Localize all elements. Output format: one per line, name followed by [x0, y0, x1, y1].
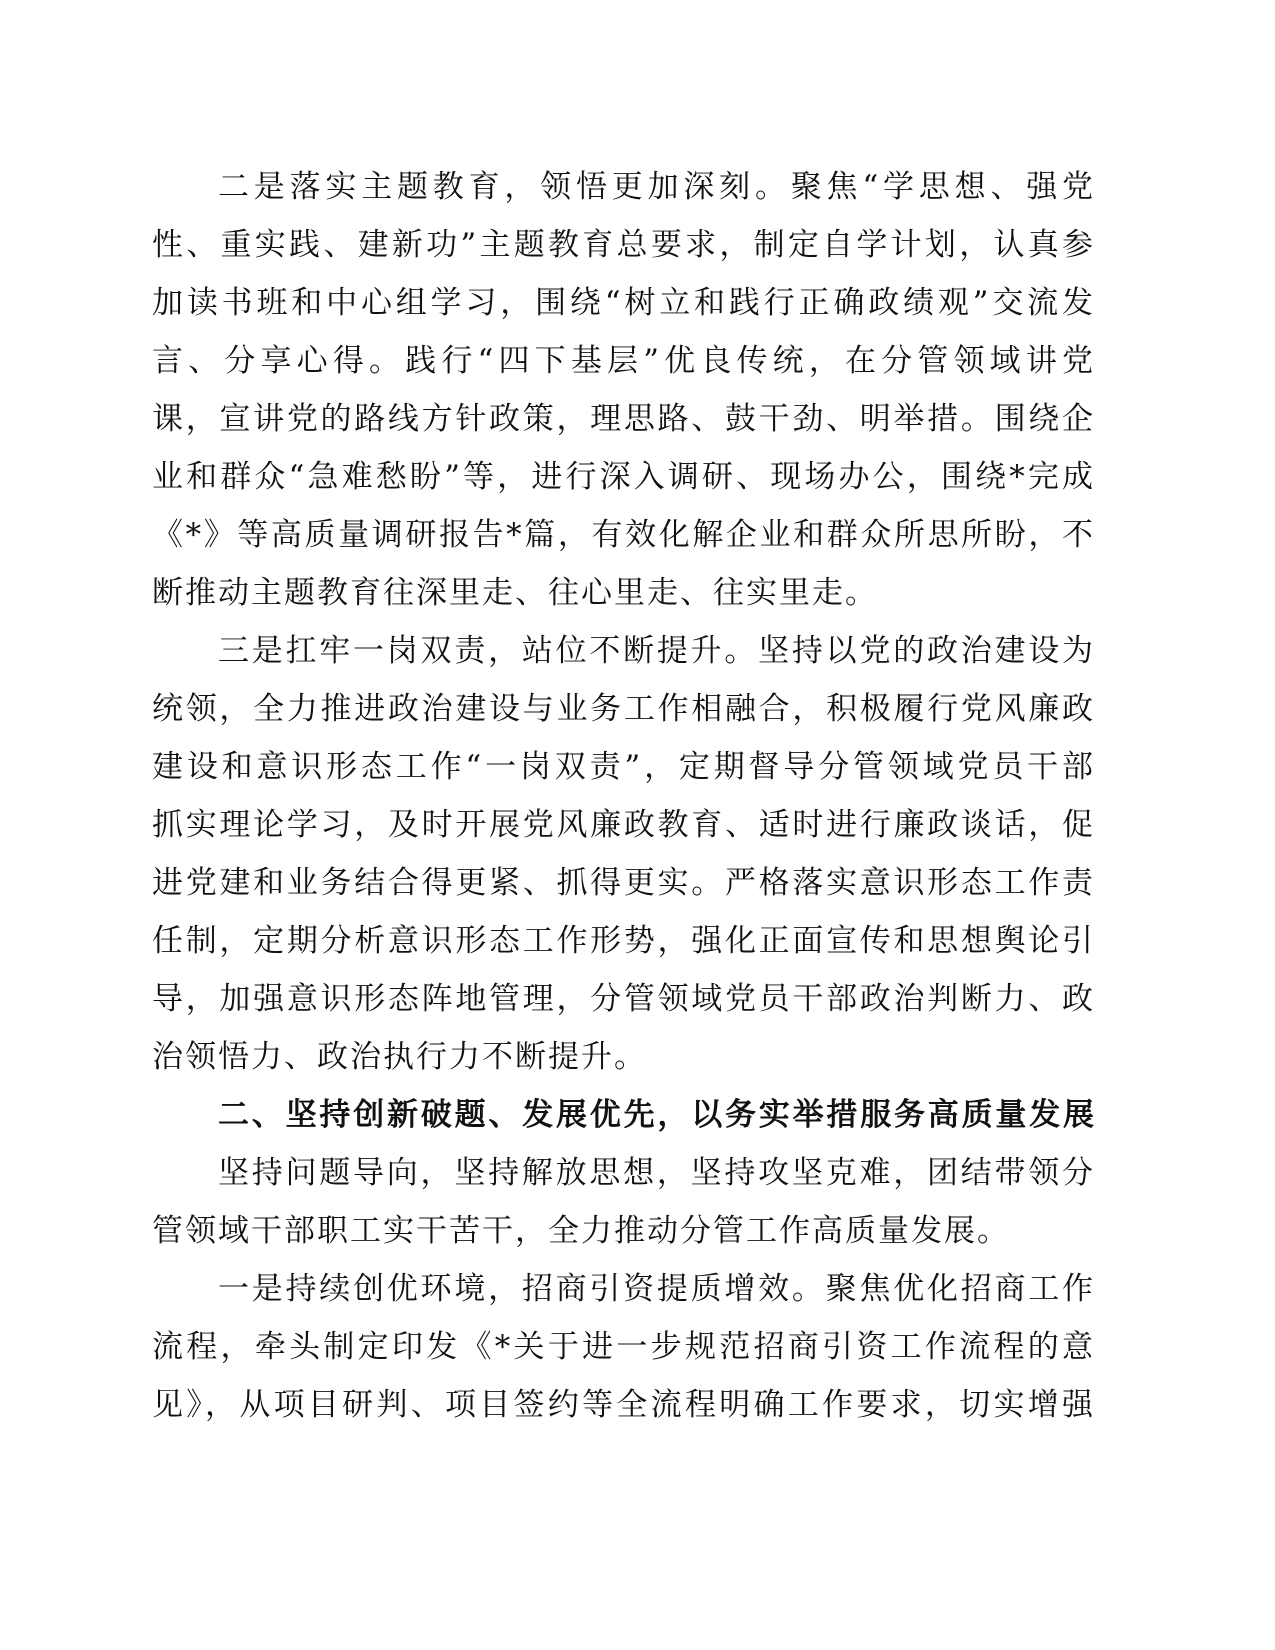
text-line: 见》，从项目研判、项目签约等全流程明确工作要求，切实增强	[152, 1387, 1095, 1423]
text-line: 治领悟力、政治执行力不断提升。	[152, 1039, 647, 1075]
text-line: 统领，全力推进政治建设与业务工作相融合，积极履行党风廉政	[152, 691, 1095, 727]
text-line: 任制，定期分析意识形态工作形势，强化正面宣传和思想舆论引	[152, 923, 1095, 959]
document-body	[152, 158, 1095, 1434]
paragraph	[152, 158, 1095, 622]
text-line: 二是落实主题教育，领悟更加深刻。聚焦“学思想、强党	[218, 169, 1095, 205]
text-line: 课，宣讲党的路线方针政策，理思路、鼓干劲、明举措。围绕企	[152, 401, 1095, 437]
text-line: 加读书班和中心组学习，围绕“树立和践行正确政绩观”交流发	[152, 285, 1095, 321]
text-line: 性、重实践、建新功”主题教育总要求，制定自学计划，认真参	[152, 227, 1095, 263]
text-line: 《*》等高质量调研报告*篇，有效化解企业和群众所思所盼，不	[152, 517, 1095, 553]
section-heading	[152, 1086, 1095, 1144]
heading-line: 二、坚持创新破题、发展优先，以务实举措服务高质量发展	[218, 1097, 1095, 1133]
text-line: 言、分享心得。践行“四下基层”优良传统，在分管领域讲党	[152, 343, 1095, 379]
text-line: 一是持续创优环境，招商引资提质增效。聚焦优化招商工作	[218, 1271, 1095, 1307]
text-line: 管领域干部职工实干苦干，全力推动分管工作高质量发展。	[152, 1213, 1010, 1249]
text-line: 进党建和业务结合得更紧、抓得更实。严格落实意识形态工作责	[152, 865, 1095, 901]
text-line: 流程，牵头制定印发《*关于进一步规范招商引资工作流程的意	[152, 1329, 1095, 1365]
text-line: 业和群众“急难愁盼”等，进行深入调研、现场办公，围绕*完成	[152, 459, 1095, 495]
paragraph	[152, 1144, 1095, 1260]
text-line: 断推动主题教育往深里走、往心里走、往实里走。	[152, 575, 878, 611]
text-line: 三是扛牢一岗双责，站位不断提升。坚持以党的政治建设为	[218, 633, 1095, 669]
text-line: 导，加强意识形态阵地管理，分管领域党员干部政治判断力、政	[152, 981, 1095, 1017]
paragraph	[152, 1260, 1095, 1434]
paragraph	[152, 622, 1095, 1086]
text-line: 建设和意识形态工作“一岗双责”，定期督导分管领域党员干部	[152, 749, 1095, 785]
text-line: 坚持问题导向，坚持解放思想，坚持攻坚克难，团结带领分	[218, 1155, 1095, 1191]
text-line: 抓实理论学习，及时开展党风廉政教育、适时进行廉政谈话，促	[152, 807, 1095, 843]
